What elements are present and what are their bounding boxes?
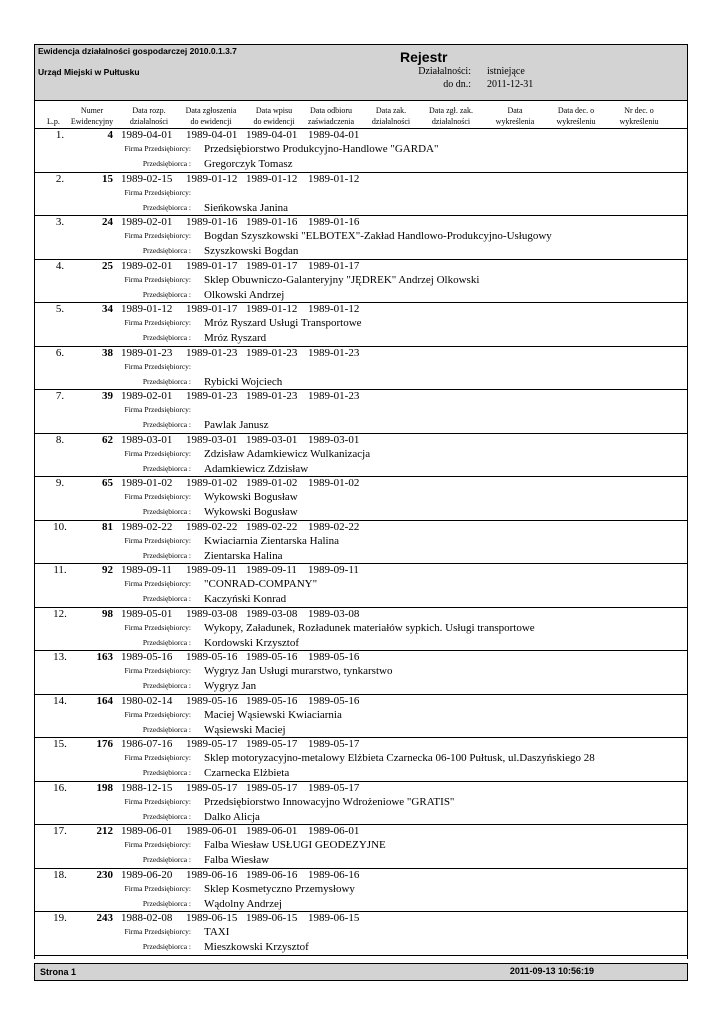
row-date-odbioru: 1989-03-08 <box>308 607 360 620</box>
row-lp: 8. <box>55 433 65 446</box>
firm-name: Maciej Wąsiewski Kwiaciarnia <box>204 708 342 721</box>
table-row <box>35 216 687 260</box>
row-number: 15 <box>102 172 113 185</box>
row-date-zgl: 1989-05-17 <box>186 781 238 794</box>
row-date-odbioru: 1989-01-16 <box>308 216 360 228</box>
row-date-odbioru: 1989-04-01 <box>308 129 360 141</box>
col-data-odbioru: Data odbioru zaświadczenia <box>307 106 355 126</box>
row-number: 65 <box>102 477 113 489</box>
firm-label: Firma Przedsiębiorcy: <box>124 274 191 284</box>
row-date-zgl: 1989-01-12 <box>186 172 238 185</box>
owner-name: Szyszkowski Bogdan <box>204 245 299 257</box>
print-timestamp: 2011-09-13 10:56:19 <box>509 966 594 976</box>
firm-name: Kwiaciarnia Zientarska Halina <box>204 534 339 547</box>
firm-label: Firma Przedsiębiorcy: <box>124 709 191 719</box>
row-lp: 19. <box>53 912 67 924</box>
table-row <box>35 521 687 565</box>
row-date-odbioru: 1989-01-23 <box>308 346 360 359</box>
firm-label: Firma Przedsiębiorcy: <box>124 492 191 501</box>
row-number: 212 <box>96 825 113 837</box>
row-date-zgl: 1989-03-01 <box>186 433 238 446</box>
row-number: 92 <box>102 564 113 576</box>
row-date-wpisu: 1989-06-01 <box>246 825 298 837</box>
row-date-zgl: 1989-03-08 <box>186 607 238 620</box>
row-date-zgl: 1989-01-17 <box>186 259 238 272</box>
row-date-zgl: 1989-06-16 <box>186 868 238 881</box>
col-lp: L.p. <box>47 117 60 126</box>
firm-name: Przedsiębiorstwo Produkcyjno-Handlowe "GARDA" <box>204 143 439 155</box>
owner-label: Przedsiębiorca : <box>142 855 191 864</box>
row-date-odbioru: 1989-01-23 <box>308 390 360 402</box>
row-date-wpisu: 1989-01-12 <box>246 172 298 185</box>
row-date-odbioru: 1989-05-16 <box>308 694 360 707</box>
firm-label: Firma Przedsiębiorcy: <box>124 448 191 458</box>
row-number: 4 <box>107 129 113 141</box>
activities-value: istniejące <box>487 66 525 77</box>
owner-label: Przedsiębiorca : <box>142 202 191 212</box>
owner-name: Zientarska Halina <box>204 549 283 562</box>
firm-name: Wykopy, Załadunek, Rozładunek materiałów sypkich. Usługi transportowe <box>204 621 535 634</box>
owner-name: Dalko Alicja <box>204 810 260 823</box>
row-date-zgl: 1989-05-16 <box>186 651 238 663</box>
owner-label: Przedsiębiorca : <box>142 637 191 647</box>
row-date-wpisu: 1989-09-11 <box>246 564 297 576</box>
firm-name: Bogdan Szyszkowski "ELBOTEX"-Zakład Handlowo-Produkcyjno-Usługowy <box>204 230 552 242</box>
owner-label: Przedsiębiorca : <box>142 333 191 342</box>
firm-label: Firma Przedsiębiorcy: <box>124 579 191 588</box>
row-lp: 17. <box>53 825 67 837</box>
owner-label: Przedsiębiorca : <box>142 942 191 951</box>
firm-label: Firma Przedsiębiorcy: <box>124 318 191 327</box>
row-lp: 14. <box>53 694 67 707</box>
table-row <box>35 695 687 739</box>
row-date-wpisu: 1989-01-23 <box>246 390 298 402</box>
owner-label: Przedsiębiorca : <box>142 724 191 734</box>
row-lp: 16. <box>53 781 67 794</box>
firm-name: Wykowski Bogusław <box>204 491 298 503</box>
report-header <box>34 44 688 101</box>
owner-label: Przedsiębiorca : <box>142 681 191 690</box>
row-date-rozp: 1988-12-15 <box>121 781 173 794</box>
row-date-zgl: 1989-01-23 <box>186 346 238 359</box>
owner-name: Adamkiewicz Zdzisław <box>204 462 309 475</box>
col-data-zgl-zak: Data zgł. zak. działalności <box>429 106 473 126</box>
owner-label: Przedsiębiorca : <box>142 768 191 777</box>
row-date-zgl: 1989-01-16 <box>186 216 238 228</box>
firm-name: Sklep Obuwniczo-Galanteryjny "JĘDREK" Andrzej Olkowski <box>204 273 480 286</box>
system-name: Ewidencja działalności gospodarczej 2010.0.1.3.7 <box>38 46 237 56</box>
owner-name: Olkowski Andrzej <box>204 288 285 301</box>
row-number: 198 <box>96 781 113 794</box>
page-number: Strona 1 <box>40 967 77 977</box>
col-data-wykr: Data wykreślenia <box>495 106 535 126</box>
row-number: 98 <box>102 607 113 620</box>
report-footer <box>34 963 688 981</box>
firm-label: Firma Przedsiębiorcy: <box>124 405 191 414</box>
owner-label: Przedsiębiorca : <box>142 594 191 603</box>
table-row <box>35 477 687 521</box>
row-divider <box>35 955 687 956</box>
firm-name: "CONRAD-COMPANY" <box>204 578 318 590</box>
row-lp: 6. <box>55 346 65 359</box>
row-date-wpisu: 1989-01-16 <box>246 216 298 228</box>
row-date-rozp: 1986-07-16 <box>121 738 173 750</box>
firm-label: Firma Przedsiębiorcy: <box>124 796 191 806</box>
row-date-rozp: 1989-01-12 <box>121 303 173 315</box>
row-date-zgl: 1989-05-16 <box>186 694 238 707</box>
table-row <box>35 347 687 391</box>
row-date-odbioru: 1989-05-17 <box>308 781 360 794</box>
row-date-rozp: 1989-02-01 <box>121 390 173 402</box>
firm-label: Firma Przedsiębiorcy: <box>124 666 191 675</box>
table-row <box>35 260 687 304</box>
row-date-rozp: 1989-05-01 <box>121 607 173 620</box>
row-lp: 7. <box>55 390 65 402</box>
owner-name: Mróz Ryszard <box>204 332 267 344</box>
row-date-wpisu: 1989-04-01 <box>246 129 298 141</box>
row-date-rozp: 1989-01-02 <box>121 477 173 489</box>
owner-label: Przedsiębiorca : <box>142 420 191 429</box>
owner-name: Czarnecka Elżbieta <box>204 767 290 779</box>
office-name: Urząd Miejski w Pułtusku <box>38 67 140 77</box>
row-date-wpisu: 1989-06-15 <box>246 912 298 924</box>
table-row <box>35 129 687 173</box>
row-date-zgl: 1989-05-17 <box>186 738 238 750</box>
row-date-odbioru: 1989-05-17 <box>308 738 360 750</box>
table-row <box>35 912 687 956</box>
row-date-zgl: 1989-01-23 <box>186 390 238 402</box>
firm-label: Firma Przedsiębiorcy: <box>124 753 191 762</box>
row-date-zgl: 1989-02-22 <box>186 520 238 533</box>
firm-label: Firma Przedsiębiorcy: <box>124 144 191 153</box>
owner-name: Wąsiewski Maciej <box>204 723 286 736</box>
row-date-zgl: 1989-01-17 <box>186 303 238 315</box>
records-table <box>34 129 688 959</box>
owner-name: Pawlak Janusz <box>204 419 269 431</box>
col-data-wpisu: Data wpisu do ewidencji <box>253 106 295 126</box>
row-date-odbioru: 1989-01-17 <box>308 259 360 272</box>
page-title: Rejestr <box>400 49 448 65</box>
table-row <box>35 738 687 782</box>
firm-name: Sklep Kosmetyczno Przemysłowy <box>204 882 355 895</box>
row-date-rozp: 1989-06-20 <box>121 868 173 881</box>
firm-label: Firma Przedsiębiorcy: <box>124 840 191 849</box>
row-date-zgl: 1989-09-11 <box>186 564 237 576</box>
row-date-odbioru: 1989-05-16 <box>308 651 360 663</box>
row-date-rozp: 1989-01-23 <box>121 346 173 359</box>
row-date-rozp: 1989-02-15 <box>121 172 173 185</box>
row-number: 62 <box>102 433 113 446</box>
row-number: 25 <box>102 259 113 272</box>
row-date-rozp: 1989-02-22 <box>121 520 173 533</box>
row-date-odbioru: 1989-03-01 <box>308 433 360 446</box>
row-lp: 3. <box>55 216 65 228</box>
owner-label: Przedsiębiorca : <box>142 289 191 299</box>
owner-name: Mieszkowski Krzysztof <box>204 941 309 953</box>
row-date-odbioru: 1989-06-15 <box>308 912 360 924</box>
firm-name: Sklep motoryzacyjno-metalowy Elżbieta Czarnecka 06-100 Pułtusk, ul.Daszyńskiego 28 <box>204 752 595 764</box>
row-date-odbioru: 1989-06-01 <box>308 825 360 837</box>
row-lp: 18. <box>53 868 67 881</box>
row-date-rozp: 1989-04-01 <box>121 129 173 141</box>
row-date-wpisu: 1989-01-17 <box>246 259 298 272</box>
row-date-wpisu: 1989-01-23 <box>246 346 298 359</box>
col-numer: Numer Ewidencyjny <box>70 106 114 126</box>
table-row <box>35 173 687 217</box>
row-number: 81 <box>102 520 113 533</box>
firm-name: Wygryz Jan Usługi murarstwo, tynkarstwo <box>204 665 393 677</box>
row-lp: 12. <box>53 607 67 620</box>
row-date-rozp: 1989-06-01 <box>121 825 173 837</box>
row-number: 230 <box>96 868 113 881</box>
table-row <box>35 608 687 652</box>
col-nr-dec: Nr dec. o wykreśleniu <box>619 106 659 126</box>
owner-label: Przedsiębiorca : <box>142 898 191 908</box>
row-date-odbioru: 1989-01-02 <box>308 477 360 489</box>
row-lp: 9. <box>55 477 65 489</box>
col-data-zgl: Data zgłoszenia do ewidencji <box>185 106 237 126</box>
owner-name: Sieńkowska Janina <box>204 201 289 214</box>
row-number: 163 <box>96 651 113 663</box>
row-number: 243 <box>96 912 113 924</box>
col-data-zak: Data zak. działalności <box>371 106 411 126</box>
activities-label: Działalności: <box>418 66 471 77</box>
row-date-zgl: 1989-06-01 <box>186 825 238 837</box>
firm-label: Firma Przedsiębiorcy: <box>124 883 191 893</box>
row-number: 24 <box>102 216 113 228</box>
row-lp: 13. <box>53 651 67 663</box>
row-number: 164 <box>96 694 113 707</box>
todate-label: do dn.: <box>443 79 471 90</box>
row-date-rozp: 1988-02-08 <box>121 912 173 924</box>
row-date-odbioru: 1989-06-16 <box>308 868 360 881</box>
row-number: 38 <box>102 346 113 359</box>
row-date-wpisu: 1989-05-16 <box>246 651 298 663</box>
row-number: 39 <box>102 390 113 402</box>
row-date-odbioru: 1989-02-22 <box>308 520 360 533</box>
row-date-wpisu: 1989-03-08 <box>246 607 298 620</box>
row-date-wpisu: 1989-03-01 <box>246 433 298 446</box>
owner-label: Przedsiębiorca : <box>142 550 191 560</box>
row-date-wpisu: 1989-05-17 <box>246 781 298 794</box>
table-row <box>35 825 687 869</box>
firm-label: Firma Przedsiębiorcy: <box>124 361 191 371</box>
owner-label: Przedsiębiorca : <box>142 811 191 821</box>
firm-label: Firma Przedsiębiorcy: <box>124 927 191 936</box>
row-date-rozp: 1989-03-01 <box>121 433 173 446</box>
firm-name: Falba Wiesław USŁUGI GEODEZYJNE <box>204 839 386 851</box>
row-date-wpisu: 1989-06-16 <box>246 868 298 881</box>
row-date-odbioru: 1989-01-12 <box>308 303 360 315</box>
row-number: 176 <box>96 738 113 750</box>
table-row <box>35 564 687 608</box>
owner-name: Kaczyński Konrad <box>204 593 287 605</box>
owner-label: Przedsiębiorca : <box>142 159 191 168</box>
row-lp: 10. <box>53 520 67 533</box>
row-date-zgl: 1989-01-02 <box>186 477 238 489</box>
row-date-wpisu: 1989-05-17 <box>246 738 298 750</box>
row-lp: 11. <box>53 564 67 576</box>
firm-label: Firma Przedsiębiorcy: <box>124 231 191 240</box>
row-date-rozp: 1989-02-01 <box>121 216 173 228</box>
firm-label: Firma Przedsiębiorcy: <box>124 187 191 197</box>
row-date-odbioru: 1989-01-12 <box>308 172 360 185</box>
owner-name: Falba Wiesław <box>204 854 270 866</box>
row-date-wpisu: 1989-01-12 <box>246 303 298 315</box>
row-lp: 5. <box>55 303 65 315</box>
owner-label: Przedsiębiorca : <box>142 246 191 255</box>
table-row <box>35 390 687 434</box>
firm-name: TAXI <box>204 926 230 938</box>
owner-label: Przedsiębiorca : <box>142 463 191 473</box>
row-date-rozp: 1989-09-11 <box>121 564 172 576</box>
row-number: 34 <box>102 303 113 315</box>
table-row <box>35 782 687 826</box>
owner-name: Gregorczyk Tomasz <box>204 158 293 170</box>
row-date-rozp: 1989-02-01 <box>121 259 173 272</box>
owner-label: Przedsiębiorca : <box>142 376 191 386</box>
row-date-wpisu: 1989-05-16 <box>246 694 298 707</box>
owner-name: Rybicki Wojciech <box>204 375 283 388</box>
row-date-odbioru: 1989-09-11 <box>308 564 359 576</box>
firm-label: Firma Przedsiębiorcy: <box>124 622 191 632</box>
firm-label: Firma Przedsiębiorcy: <box>124 535 191 545</box>
row-date-rozp: 1980-02-14 <box>121 694 173 707</box>
owner-name: Wygryz Jan <box>204 680 257 692</box>
firm-name: Mróz Ryszard Usługi Transportowe <box>204 317 362 329</box>
table-row <box>35 651 687 695</box>
table-row <box>35 434 687 478</box>
col-data-rozp: Data rozp. działalności <box>129 106 169 126</box>
table-row <box>35 303 687 347</box>
owner-name: Kordowski Krzysztof <box>204 636 300 649</box>
row-lp: 4. <box>55 259 65 272</box>
row-lp: 2. <box>55 172 65 185</box>
owner-name: Wykowski Bogusław <box>204 506 298 518</box>
row-date-rozp: 1989-05-16 <box>121 651 173 663</box>
row-date-wpisu: 1989-01-02 <box>246 477 298 489</box>
column-header <box>34 101 688 129</box>
row-date-zgl: 1989-04-01 <box>186 129 238 141</box>
firm-name: Przedsiębiorstwo Innowacyjno Wdrożeniowe "GRATIS" <box>204 795 455 808</box>
col-data-dec: Data dec. o wykreśleniu <box>556 106 596 126</box>
row-date-zgl: 1989-06-15 <box>186 912 238 924</box>
row-lp: 1. <box>55 129 65 141</box>
owner-name: Wądolny Andrzej <box>204 897 282 910</box>
row-lp: 15. <box>53 738 67 750</box>
table-row <box>35 869 687 913</box>
row-date-wpisu: 1989-02-22 <box>246 520 298 533</box>
todate-value: 2011-12-31 <box>487 79 534 90</box>
owner-label: Przedsiębiorca : <box>142 507 191 516</box>
firm-name: Zdzisław Adamkiewicz Wulkanizacja <box>204 447 371 460</box>
